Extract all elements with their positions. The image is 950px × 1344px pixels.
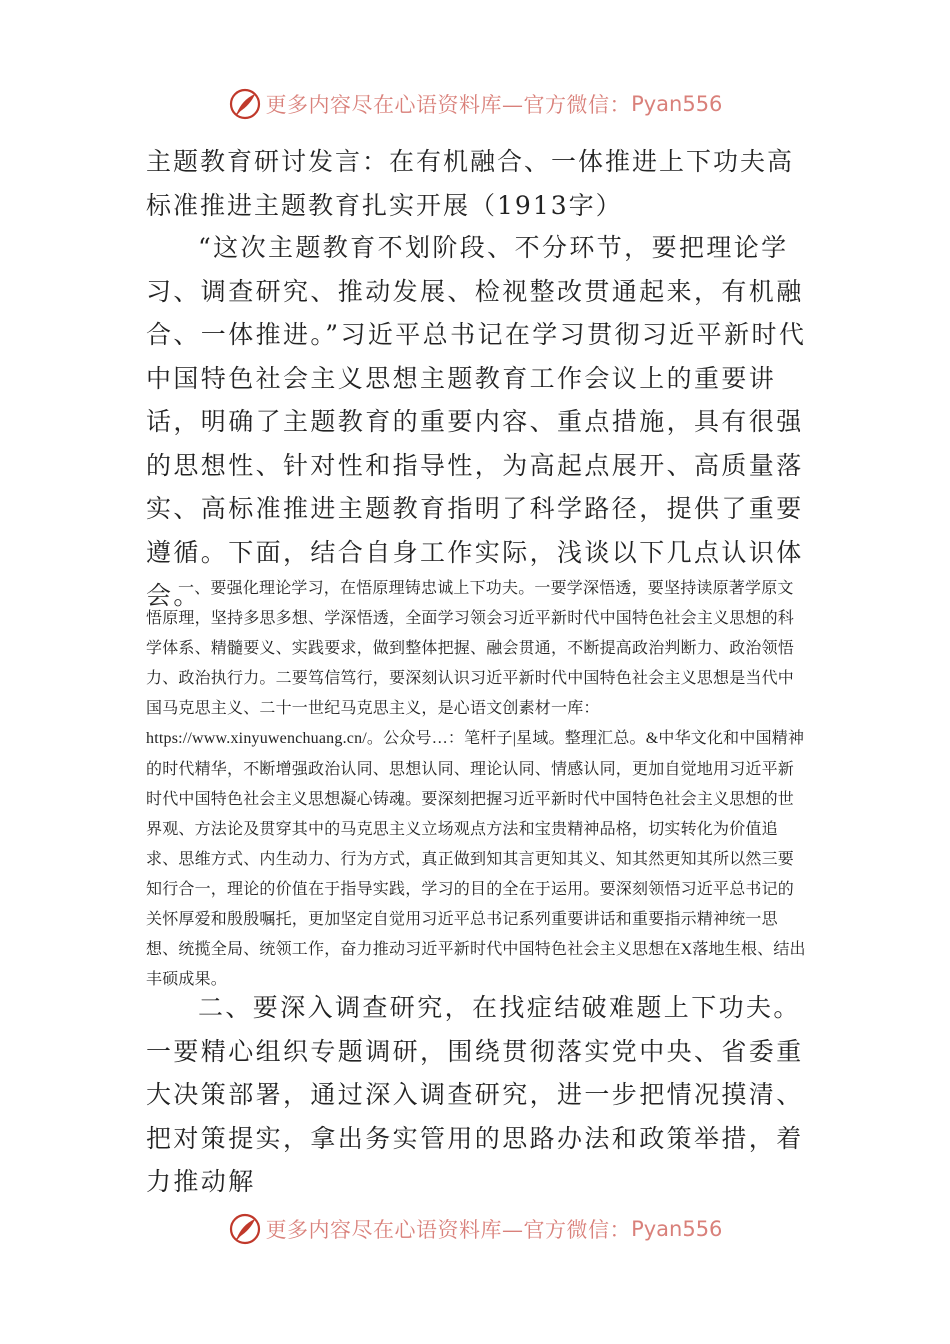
header-banner [0,84,950,124]
banner-wechat-id: Pyan556 [631,92,723,116]
quill-logo-icon [228,87,262,121]
banner-text: 更多内容尽在心语资料库—官方微信： [265,1218,632,1242]
section-1-paragraph: 一、要强化理论学习，在悟原理铸忠诚上下功夫。一要学深悟透，要坚持读原著学原文悟原理，坚持多思多想、学深悟透，全面学习领会习近平新时代中国特色社会主义思想的科学体系、精髓要义、实践要求，做到整体把握、融会贯通，不断提高政治判断力、政治领悟力、政治执行力。二要笃信笃行，要深刻认识习近平新时代中国特色社会主义思想是当代中国马克思主义、二十一世纪马克思主义，是心语文创素材一库：https://www.xinyuwenchuang.cn/。公众号…：笔杆子|星域。整理汇总。&中华文化和中国精神的时代精华，不断增强政治认同、思想认同、理论认同、情感认同，更加自觉地用习近平新时代中国特色社会主义思想凝心铸魂。要深刻把握习近平新时代中国特色社会主义思想的世界观、方法论及贯穿其中的马克思主义立场观点方法和宝贵精神品格，切实转化为价值追求、思维方式、内生动力、行为方式，真正做到知其言更知其义、知其然更知其所以然三要知行合一，理论的价值在于指导实践，学习的目的全在于运用。要深刻领悟习近平总书记的关怀厚爱和殷殷嘱托，更加坚定自觉用习近平总书记系列重要讲话和重要指示精神统一思想、统揽全局、统领工作，奋力推动习近平新时代中国特色社会主义思想在X落地生根、结出丰硕成果。 [146,580,806,989]
banner-text: 更多内容尽在心语资料库—官方微信： [265,93,632,117]
intro-paragraph: “这次主题教育不划阶段、不分环节，要把理论学习、调查研究、推动发展、检视整改贯通起来，有机融合、一体推进。”习近平总书记在学习贯彻习近平新时代中国特色社会主义思想主题教育工作会议上的重要讲话，明确了主题教育的重要内容、重点措施，具有很强的思想性、针对性和指导性，为高起点展开、高质量落实、高标准推进主题教育指明了科学路径，提供了重要遵循。下面，结合自身工作实际，浅谈以下几点认识体会。 [146,233,807,610]
quill-logo-icon [228,1212,262,1246]
document-title: 主题教育研讨发言：在有机融合、一体推进上下功夫高标准推进主题教育扎实开展（1913字） [146,147,795,220]
footer-banner [0,1209,950,1249]
section-2-paragraph: 二、要深入调查研究，在找症结破难题上下功夫。一要精心组织专题调研，围绕贯彻落实党中央、省委重大决策部署，通过深入调查研究，进一步把情况摸清、把对策提实，拿出务实管用的思路办法和政策举措，着力推动解 [146,993,804,1196]
banner-wechat-id: Pyan556 [631,1217,723,1241]
